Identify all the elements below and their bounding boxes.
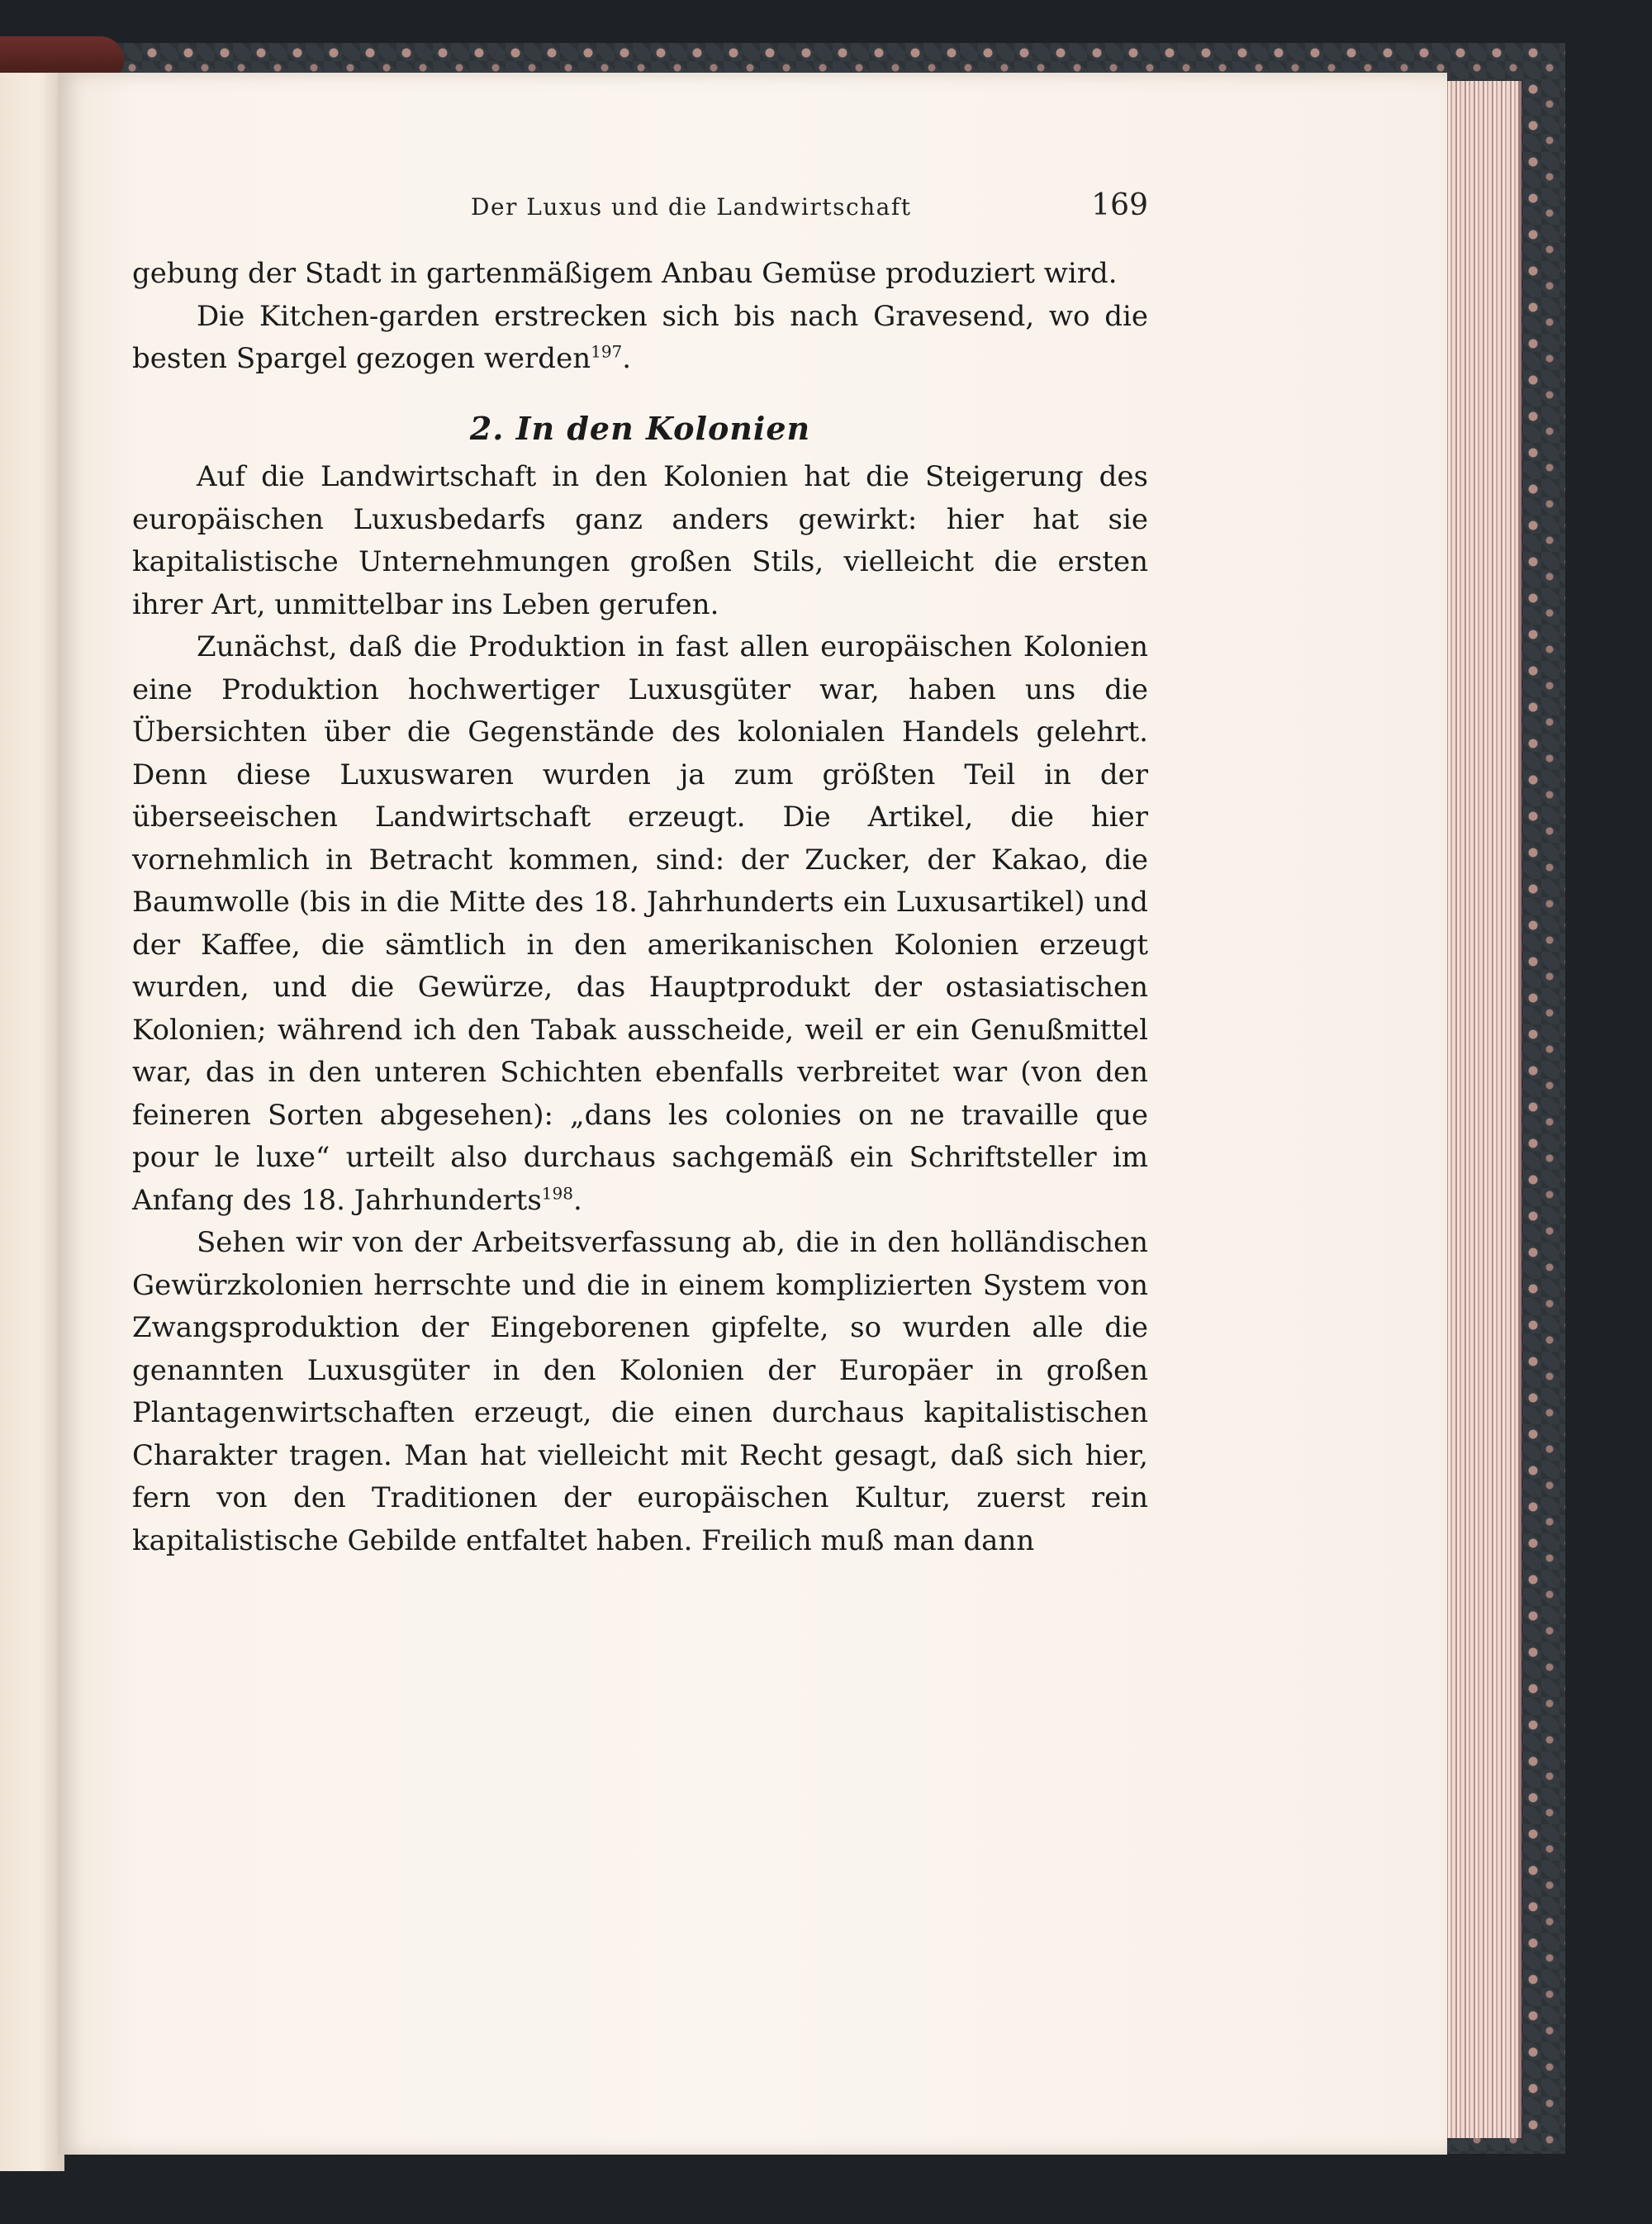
- paragraph-end: .: [572, 1183, 582, 1217]
- page-header: [132, 188, 1148, 243]
- section-heading: 2. In den Kolonien: [469, 409, 811, 447]
- running-title: Der Luxus und die Landwirtschaft: [471, 193, 912, 221]
- paragraph: [132, 296, 1148, 381]
- page-number: 169: [1091, 188, 1148, 222]
- paragraph: gebung der Stadt in gartenmäßigem Anbau Gemüse produziert wird.: [132, 257, 1118, 290]
- paragraph: Auf die Landwirtschaft in den Kolonien hat die Steigerung des europäischen Luxusbedarfs ganz anders gewirkt: hier hat sie kapitalistische Unternehmungen großen Stils, vielleicht die ersten ihrer Art, unmittelbar ins Leben gerufen.: [132, 460, 1148, 621]
- paragraph-text: Die Kitchen-garden erstrecken sich bis nach Gravesend, wo die besten Spargel gezogen werden: [132, 299, 1148, 375]
- paragraph: Sehen wir von der Arbeitsverfassung ab, die in den holländischen Gewürzkolonien herrschte und die in einem komplizierten System von Zwangsproduktion der Eingeborenen gipfelte, so wurden alle die genannten Luxusgüter in den Kolonien der Europäer in großen Plantagenwirtschaften erzeugt, die einen durchaus kapitalistischen Charakter tragen. Man hat vielleicht mit Recht gesagt, daß sich hier, fern von den Traditionen der europäischen Kultur, zuerst rein kapitalistische Gebilde entfaltet haben. Freilich muß man dann: [132, 1226, 1148, 1557]
- footnote-reference: 197: [591, 341, 623, 362]
- paragraph-end: .: [622, 342, 632, 375]
- previous-page-edge: [0, 73, 64, 2171]
- paragraph: [132, 626, 1148, 1222]
- paragraph-text: Zunächst, daß die Produktion in fast allen europäischen Kolonien eine Produktion hochwertiger Luxusgüter war, haben uns die Übersichten über die Gegenstände des kolonialen Handels gelehrt. Denn diese Luxuswaren wurden ja zum größten Teil in der überseeischen Landwirtschaft erzeugt. Die Artikel, die hier vornehmlich in Betracht kommen, sind: der Zucker, der Kakao, die Baumwolle (bis in die Mitte des 18. Jahrhunderts ein Luxusartikel) und der Kaffee, die sämtlich in den amerikanischen Kolonien erzeugt wurden, und die Gewürze, das Hauptprodukt der ostasiatischen Kolonien; während ich den Tabak ausscheide, weil er ein Genußmittel war, das in den unteren Schichten ebenfalls verbreitet war (von den feineren Sorten abgesehen): „dans les colonies on ne travaille que pour le luxe“ urteilt also durchaus sachgemäß ein Schriftsteller im Anfang des 18. Jahrhunderts: [132, 630, 1148, 1217]
- footnote-reference: 198: [541, 1183, 573, 1204]
- page-body: [132, 253, 1148, 1562]
- page-stack-edge: [1439, 81, 1521, 2138]
